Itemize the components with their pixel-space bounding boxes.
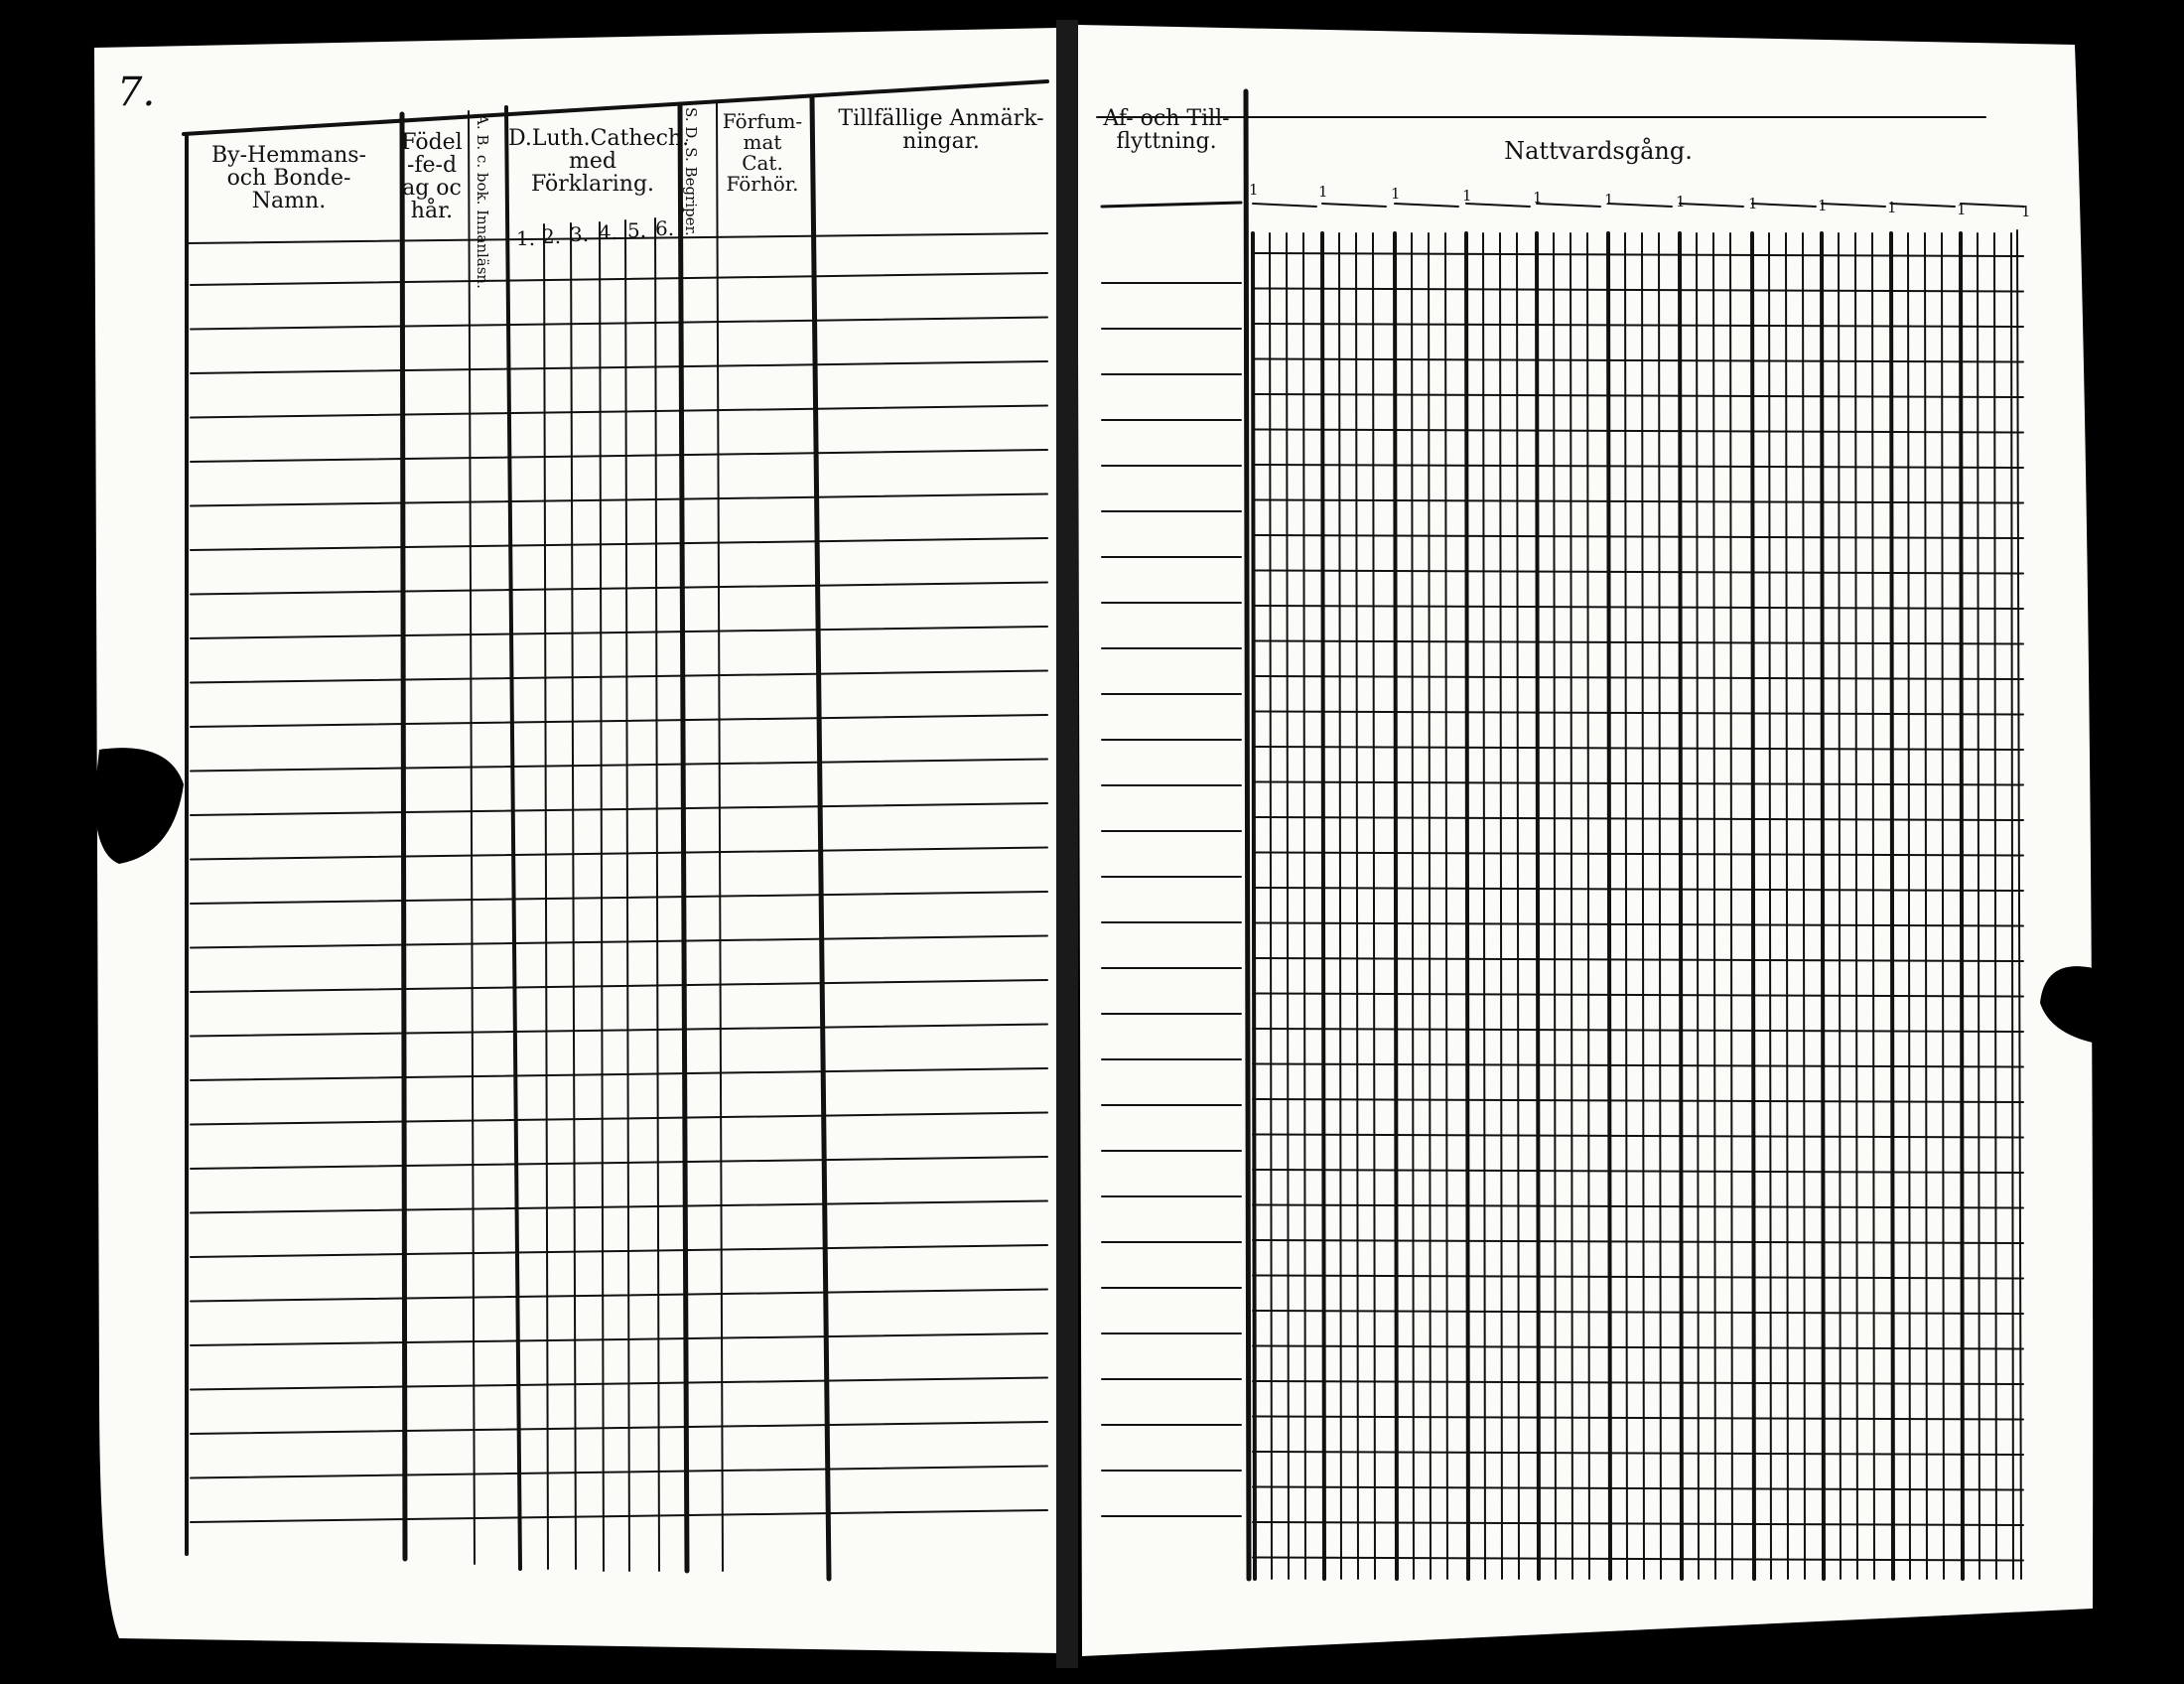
communion-mark-9: 1	[1887, 199, 1897, 216]
communion-mark-8: 1	[1818, 197, 1828, 214]
header-communion: Nattvardsgång.	[1504, 137, 1693, 165]
comm-col-6-0	[1680, 233, 1682, 1579]
catechism-sub-6: 6.	[655, 216, 675, 240]
comm-col-8-0	[1822, 233, 1824, 1579]
header-name: By-Hemmans-och Bonde-Namn.	[211, 143, 366, 214]
communion-mark-4: 1	[1533, 189, 1543, 207]
communion-mark-7: 1	[1748, 195, 1758, 212]
comm-col-10-0	[1961, 233, 1963, 1579]
header-remarks: Tillfällige Anmärk-ningar.	[838, 106, 1044, 155]
comm-col-3-0	[1466, 233, 1468, 1579]
header-abc-reading: A. B. c. bok. Innanläsn.	[474, 114, 491, 289]
spine-gutter	[1056, 20, 1078, 1668]
communion-mark-6: 1	[1676, 193, 1686, 210]
header-forsummat: Förfum-mat Cat. Förhör.	[722, 109, 803, 196]
catechism-sub-2: 2.	[542, 224, 562, 248]
comm-col-4-0	[1537, 233, 1539, 1579]
communion-mark-10: 1	[1957, 201, 1967, 218]
right-moving-divider	[1246, 91, 1249, 1579]
comm-col-7-0	[1752, 233, 1754, 1579]
comm-col-0-0	[1253, 233, 1255, 1579]
left-page	[94, 28, 1060, 1653]
comm-col-2-0	[1395, 233, 1397, 1579]
comm-col-1-0	[1322, 233, 1324, 1579]
communion-mark-2: 1	[1391, 185, 1401, 203]
comm-col-5-0	[1608, 233, 1610, 1579]
catechism-sub-3: 3.	[570, 222, 590, 246]
right-page	[1077, 25, 2093, 1656]
header-moving: Af- och Till-flyttning.	[1103, 106, 1230, 155]
page-number: 7.	[117, 70, 156, 115]
communion-mark-5: 1	[1604, 191, 1614, 209]
communion-mark-3: 1	[1462, 187, 1472, 205]
catechism-sub-5: 5.	[627, 218, 647, 242]
communion-mark-11: 1	[2021, 203, 2031, 220]
communion-mark-0: 1	[1249, 181, 1259, 199]
header-catechism: D.Luth.Cathech. med Förklaring.	[508, 126, 690, 198]
catechism-sub-4: 4.	[599, 220, 618, 244]
comm-col-9-0	[1891, 233, 1893, 1579]
communion-mark-1: 1	[1318, 183, 1328, 201]
header-sds: S. D. S. Begriper.	[682, 107, 700, 236]
header-birth: Födel-fe-dag ochår.	[401, 130, 463, 224]
catechism-sub-1: 1.	[516, 226, 536, 250]
